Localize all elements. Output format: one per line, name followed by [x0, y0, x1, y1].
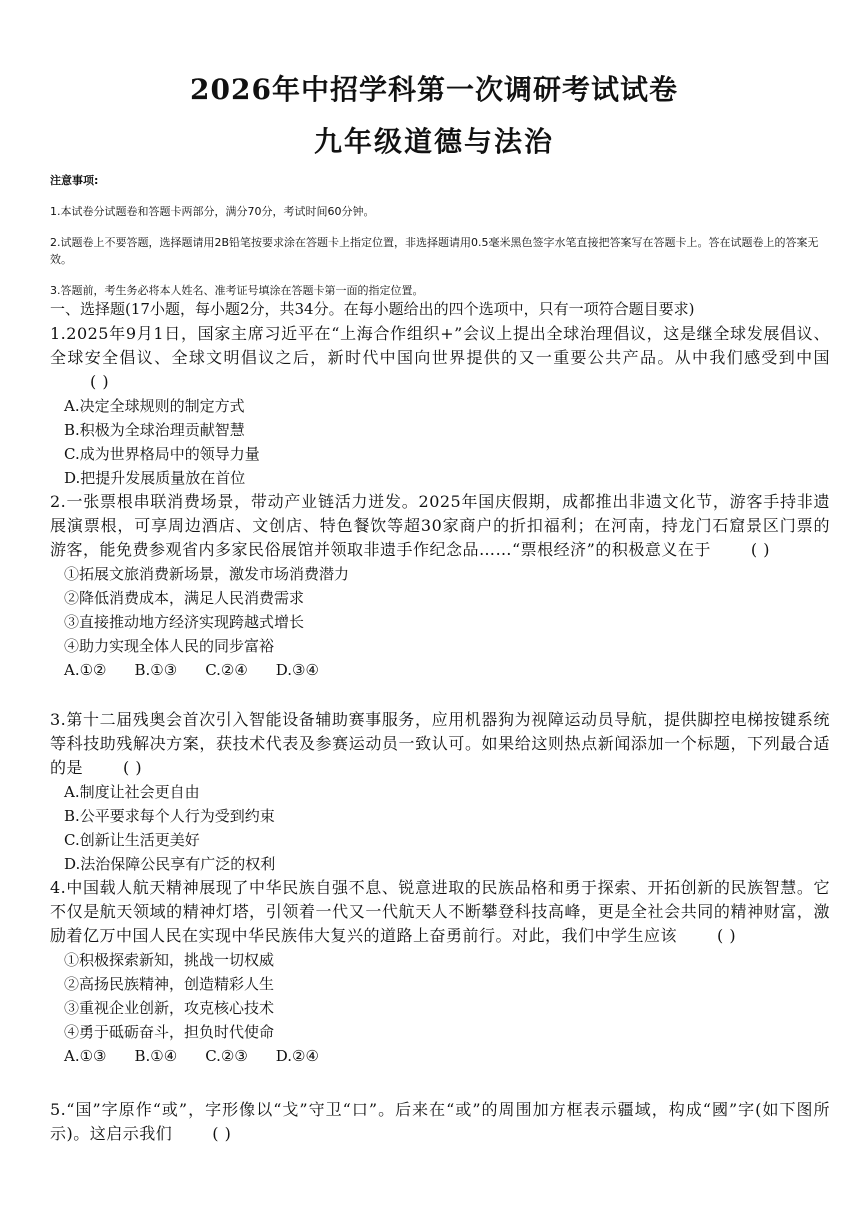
question-2: [50, 490, 830, 682]
answer-bracket: ( ): [212, 1124, 232, 1143]
statement-2: ②降低消费成本，满足人民消费需求: [64, 589, 305, 607]
question-4: [50, 876, 830, 1068]
statement-3: ③直接推动地方经济实现跨越式增长: [64, 613, 305, 631]
answer-bracket: ( ): [123, 758, 143, 777]
note-item: 1.本试卷分试题卷和答题卡两部分，满分70分，考试时间60分钟。: [50, 205, 375, 218]
statement-1: ①积极探索新知，挑战一切权威: [64, 951, 275, 969]
option-a: A.决定全球规则的制定方式: [64, 397, 245, 415]
choice-row: [64, 1044, 830, 1068]
option-b: B.公平要求每个人行为受到约束: [64, 807, 275, 825]
section-heading: 一、选择题(17小题，每小题2分，共34分。在每小题给出的四个选项中，只有一项符合题目要求): [50, 300, 695, 318]
option-d: D.③④: [275, 661, 319, 679]
answer-bracket: ( ): [750, 540, 770, 559]
option-b: B.积极为全球治理贡献智慧: [64, 421, 245, 439]
question-stem: 4.中国载人航天精神展现了中华民族自强不息、锐意进取的民族品格和勇于探索、开拓创新的民族智慧。它不仅是航天领域的精神灯塔，引领着一代又一代航天人不断攀登科技高峰，更是全社会共同的精神财富，激励着亿万中国人民在实现中华民族伟大复兴的道路上奋勇前行。对此，我们中学生应该 ( ): [50, 876, 830, 948]
notes-heading: 注意事项:: [50, 174, 99, 187]
option-a: A.①③: [64, 1047, 107, 1065]
option-a: A.①②: [64, 661, 107, 679]
answer-bracket: ( ): [717, 926, 737, 945]
option-a: A.制度让社会更自由: [64, 783, 200, 801]
statement-3: ③重视企业创新，攻克核心技术: [64, 999, 275, 1017]
option-b: B.①③: [134, 661, 178, 679]
option-b: B.①④: [134, 1047, 178, 1065]
note-item: 2.试题卷上不要答题，选择题请用2B铅笔按要求涂在答题卡上指定位置，非选择题请用0.5毫米黑色签字水笔直接把答案写在答题卡上。答在试题卷上的答案无效。: [50, 236, 819, 266]
option-c: C.成为世界格局中的领导力量: [64, 445, 260, 463]
option-c: C.创新让生活更美好: [64, 831, 200, 849]
question-5: [50, 1098, 830, 1146]
subject-title: 九年级道德与法治: [313, 125, 554, 158]
statement-1: ①拓展文旅消费新场景，激发市场消费潜力: [64, 565, 350, 583]
option-d: D.法治保障公民享有广泛的权利: [64, 855, 276, 873]
option-c: C.②④: [205, 661, 248, 679]
statement-4: ④勇于砥砺奋斗，担负时代使命: [64, 1023, 275, 1041]
question-stem: 2.一张票根串联消费场景，带动产业链活力迸发。2025年国庆假期，成都推出非遗文化节，游客手持非遗展演票根，可享周边酒店、文创店、特色餐饮等超30家商户的折扣福利；在河南，持龙门石窟景区门票的游客，能免费参观省内多家民俗展馆并领取非遗手作纪念品……“票根经济”的积极意义在于 ( ): [50, 490, 830, 562]
question-3: [50, 708, 830, 876]
note-item: 3.答题前，考生务必将本人姓名、准考证号填涂在答题卡第一面的指定位置。: [50, 284, 424, 297]
option-d: D.把提升发展质量放在首位: [64, 469, 246, 487]
question-stem: 1.2025年9月1日，国家主席习近平在“上海合作组织+”会议上提出全球治理倡议，这是继全球发展倡议、全球安全倡议、全球文明倡议之后，新时代中国向世界提供的又一重要公共产品。从中我们感受到中国( ): [50, 322, 830, 394]
question-stem: 3.第十二届残奥会首次引入智能设备辅助赛事服务，应用机器狗为视障运动员导航，提供脚控电梯按键系统等科技助残解决方案，获技术代表及参赛运动员一致认可。如果给这则热点新闻添加一个标题，下列最合适的是 ( ): [50, 708, 830, 780]
option-d: D.②④: [275, 1047, 319, 1065]
answer-bracket: ( ): [90, 372, 110, 391]
question-stem: 5.“国”字原作“或”，字形像以“戈”守卫“口”。后来在“或”的周围加方框表示疆域，构成“國”字(如下图所示)。这启示我们 ( ): [50, 1098, 830, 1146]
statement-4: ④助力实现全体人民的同步富裕: [64, 637, 275, 655]
statement-2: ②高扬民族精神，创造精彩人生: [64, 975, 275, 993]
choice-row: [64, 658, 830, 682]
exam-title: 2026年中招学科第一次调研考试试卷: [190, 73, 678, 106]
option-c: C.②③: [205, 1047, 248, 1065]
question-1: [50, 322, 830, 490]
notes-section: [50, 172, 820, 313]
